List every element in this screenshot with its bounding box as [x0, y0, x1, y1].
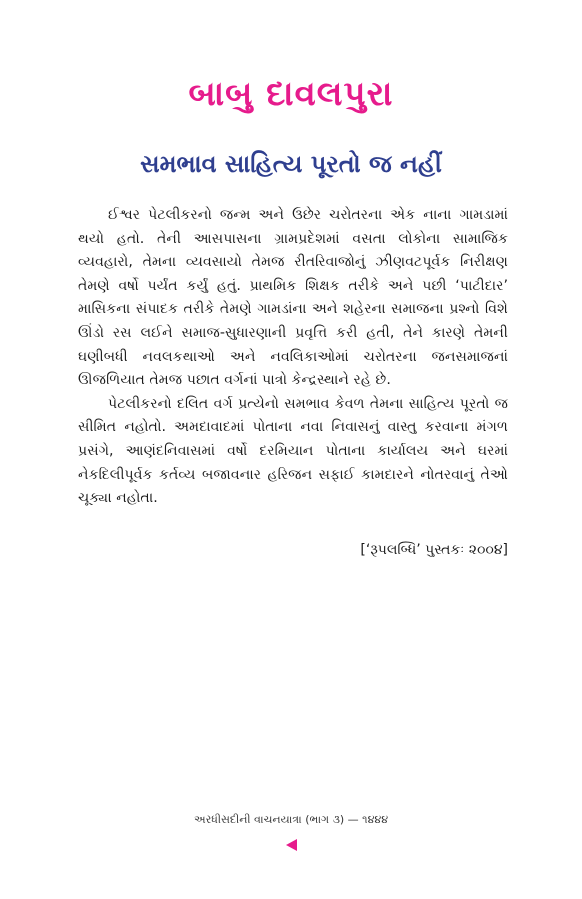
- author-name: બાબુ દાવલપુરા: [188, 74, 394, 114]
- paragraph-1: ઈશ્વર પેટલીકરનો જન્મ અને ઉછેર ચરોતરના એક નાના ગામડામાં થયો હતો. તેની આસપાસના ગ્રામપ્રદેશમાં વસતા લોકોના સામાજિક વ્યવહારો, તેમના વ્યવસાયો તેમજ રીતરિવાજોનું ઝીણવટપૂર્વક નિરીક્ષણ તેમણે વર્ષો પર્યંત કર્યું હતું. પ્રાથમિક શિક્ષક તરીકે અને પછી ‘પાટીદાર’ માસિકના સંપાદક તરીકે તેમણે ગામડાંના અને શહેરના સમાજના પ્રશ્નો વિશે ઊંડો રસ લઈને સમાજ-સુધારણાની પ્રવૃત્તિ કરી હતી, તેને કારણે તેમની ઘણીબધી નવલકથાઓ અને નવલિકાઓમાં ચરોતરના જનસમાજનાં ઊજળિયાત તેમજ પછાત વર્ગનાં પાત્રો કેન્દ્રસ્થાને રહે છે.: [78, 207, 508, 389]
- page-footer: અરધીસદીની વાચનયાત્રા (ભાગ ૩) — ૧૪૪૪: [193, 813, 389, 826]
- source-citation: [‘રૂપલબ્ધિ’ પુસ્તકઃ ૨૦૦૪]: [360, 542, 508, 558]
- paragraph-2: પેટલીકરનો દલિત વર્ગ પ્રત્યેનો સમભાવ કેવળ તેમના સાહિત્ય પૂરતો જ સીમિત નહોતો. અમદાવાદમાં પોતાના નવા નિવાસનું વાસ્તુ કરવાના મંગળ પ્રસંગે, આણંદનિવાસમાં વર્ષો દરમિયાન પોતાના કાર્યાલય અને ઘરમાં નેકદિલીપૂર્વક કર્તવ્ય બજાવનાર હરિજન સફાઈ કામદારને નોતરવાનું તેઓ ચૂક્યા નહોતા.: [78, 395, 508, 507]
- article-body: [78, 204, 508, 511]
- article-title: સમભાવ સાહિત્ય પૂરતો જ નહીં: [140, 150, 442, 178]
- arrow-left-icon: [282, 836, 300, 854]
- previous-page-arrow-icon[interactable]: [282, 836, 300, 854]
